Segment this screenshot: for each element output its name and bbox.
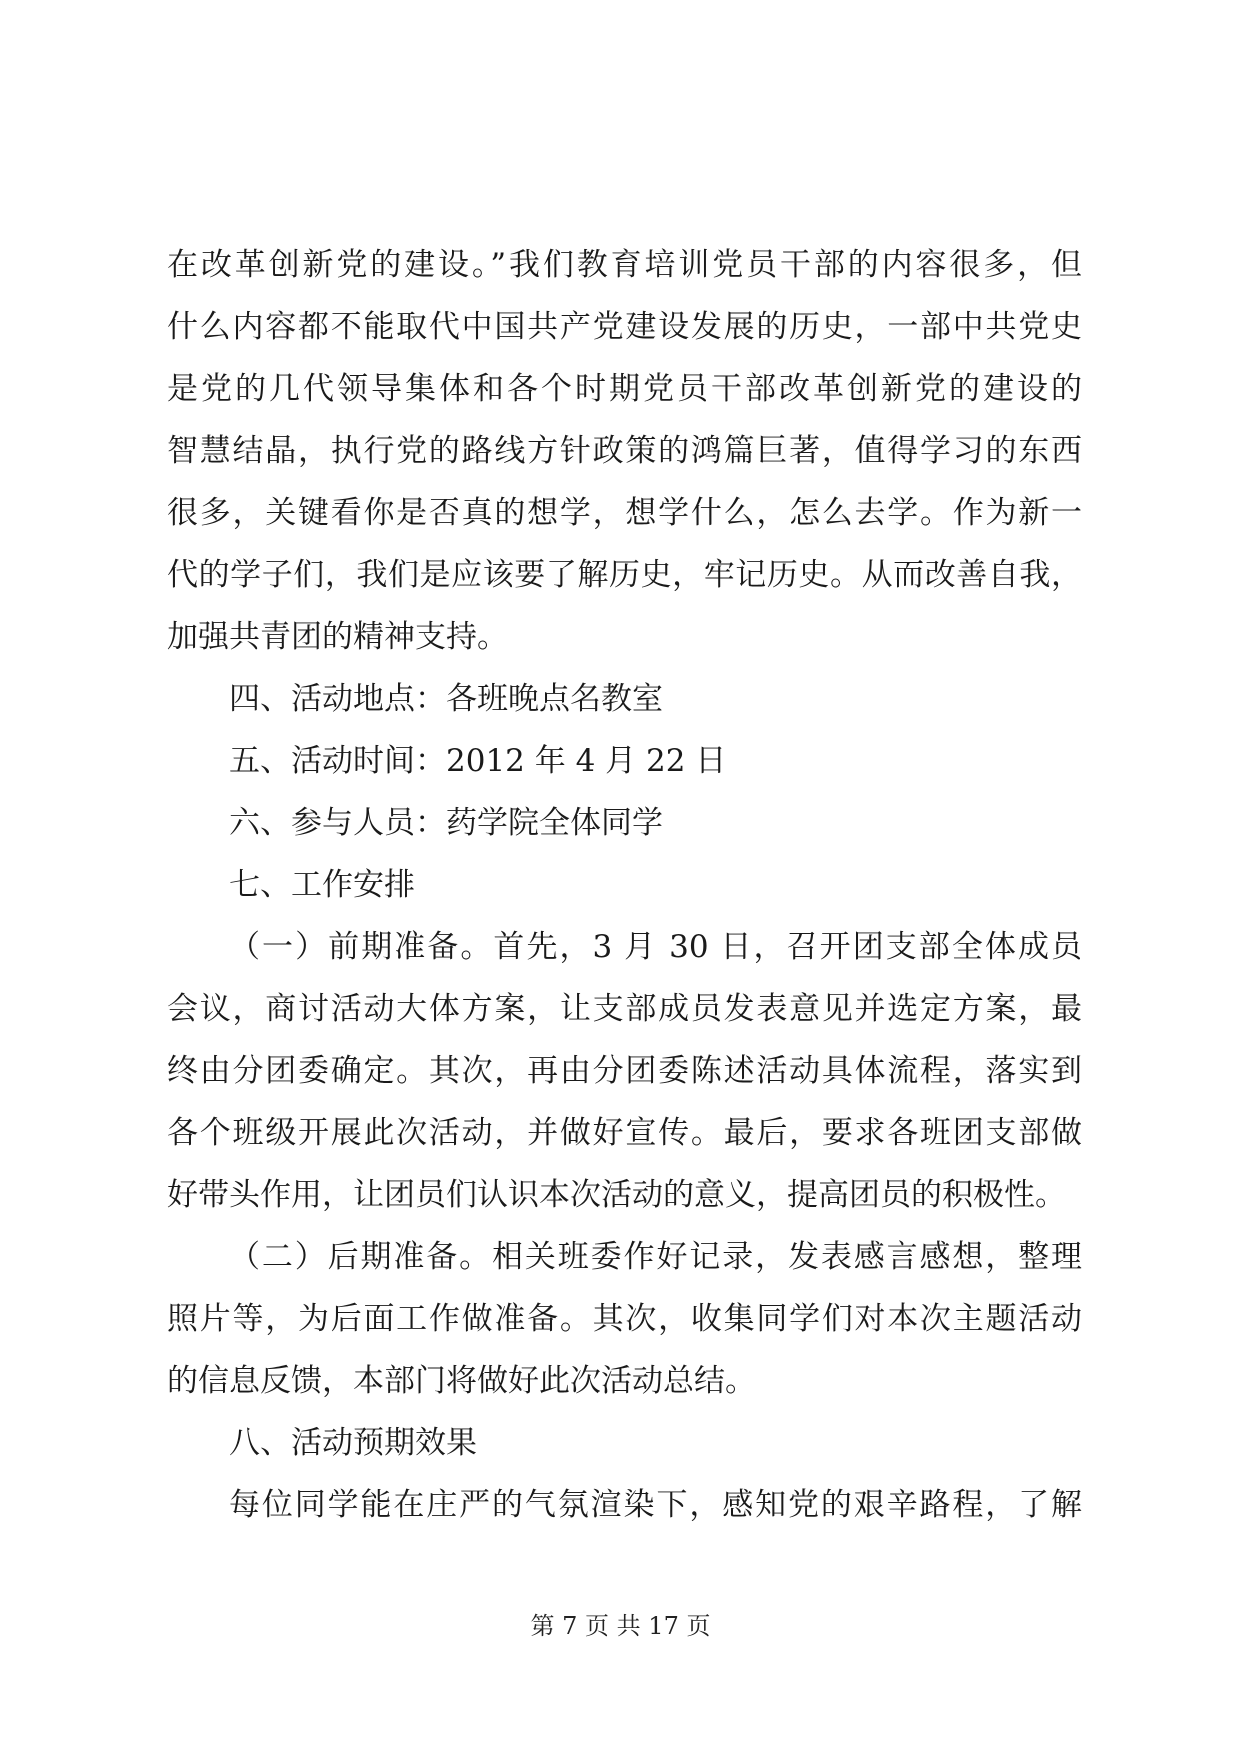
text-line: 各个班级开展此次活动，并做好宣传。最后，要求各班团支部做	[167, 1115, 1082, 1151]
text-line: 在改革创新党的建设。”我们教育培训党员干部的内容很多，但	[167, 247, 1082, 283]
text-line: 四、活动地点：各班晚点名教室	[229, 681, 663, 717]
page-number-footer: 第 7 页 共 17 页	[530, 1612, 711, 1640]
text-line: 是党的几代领导集体和各个时期党员干部改革创新党的建设的	[167, 371, 1082, 407]
text-line: 智慧结晶，执行党的路线方针政策的鸿篇巨著，值得学习的东西	[167, 433, 1082, 469]
text-line: 六、参与人员：药学院全体同学	[229, 805, 663, 841]
text-line: 好带头作用，让团员们认识本次活动的意义，提高团员的积极性。	[167, 1177, 1066, 1213]
text-line: 照片等，为后面工作做准备。其次，收集同学们对本次主题活动	[167, 1301, 1082, 1337]
text-line: 每位同学能在庄严的气氛渲染下，感知党的艰辛路程，了解	[229, 1487, 1082, 1523]
text-line: 会议，商讨活动大体方案，让支部成员发表意见并选定方案，最	[167, 991, 1082, 1027]
text-line: （二）后期准备。相关班委作好记录，发表感言感想，整理	[229, 1239, 1082, 1275]
text-line: 代的学子们，我们是应该要了解历史，牢记历史。从而改善自我，	[167, 557, 1082, 593]
document-body	[167, 234, 1082, 1536]
text-line: 七、工作安排	[229, 867, 415, 903]
text-line: 的信息反馈，本部门将做好此次活动总结。	[167, 1363, 756, 1399]
text-line: 什么内容都不能取代中国共产党建设发展的历史，一部中共党史	[167, 309, 1082, 345]
text-line: 加强共青团的精神支持。	[167, 619, 508, 655]
text-line: 终由分团委确定。其次，再由分团委陈述活动具体流程，落实到	[167, 1053, 1082, 1089]
text-line: 五、活动时间：2012 年 4 月 22 日	[229, 743, 727, 779]
text-line: 八、活动预期效果	[229, 1425, 477, 1461]
text-line: （一）前期准备。首先，3 月 30 日，召开团支部全体成员	[229, 929, 1082, 965]
text-line: 很多，关键看你是否真的想学，想学什么，怎么去学。作为新一	[167, 495, 1082, 531]
